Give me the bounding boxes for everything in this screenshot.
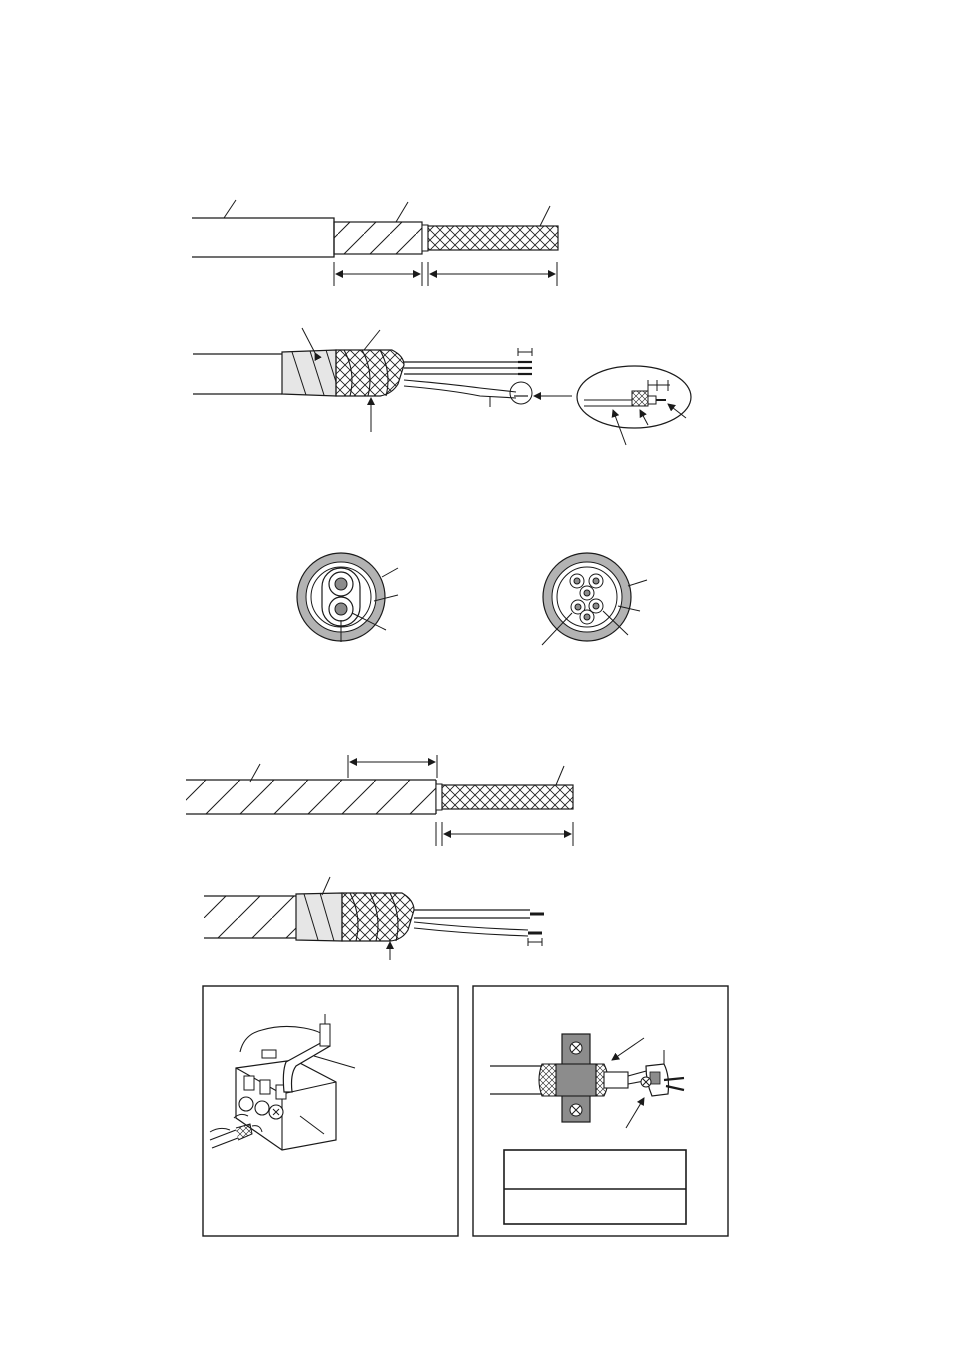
- sheathed-cable-prepared: [204, 877, 544, 960]
- clamp-screw-bottom: [570, 1104, 582, 1116]
- armored-cable-prepared: [193, 328, 691, 445]
- cable-cross-section-6-core: [542, 553, 647, 645]
- sheath-section: [186, 780, 436, 814]
- braid-section-2: [442, 785, 573, 809]
- outer-jacket: [192, 218, 334, 257]
- braid-section: [428, 226, 558, 250]
- vinyl-tape-2: [296, 893, 342, 941]
- clamp-table: [504, 1150, 686, 1224]
- clamp-screw-top: [570, 1042, 582, 1054]
- shield-clamp-box: [473, 986, 728, 1236]
- terminal-connector-box: [203, 986, 458, 1236]
- cable-cross-section-2-core: [297, 553, 398, 642]
- armor-section: [334, 222, 422, 254]
- detail-circle: [510, 382, 532, 404]
- armored-cable-dimensions: [192, 200, 558, 286]
- sheathed-cable-dimensions: [186, 755, 573, 846]
